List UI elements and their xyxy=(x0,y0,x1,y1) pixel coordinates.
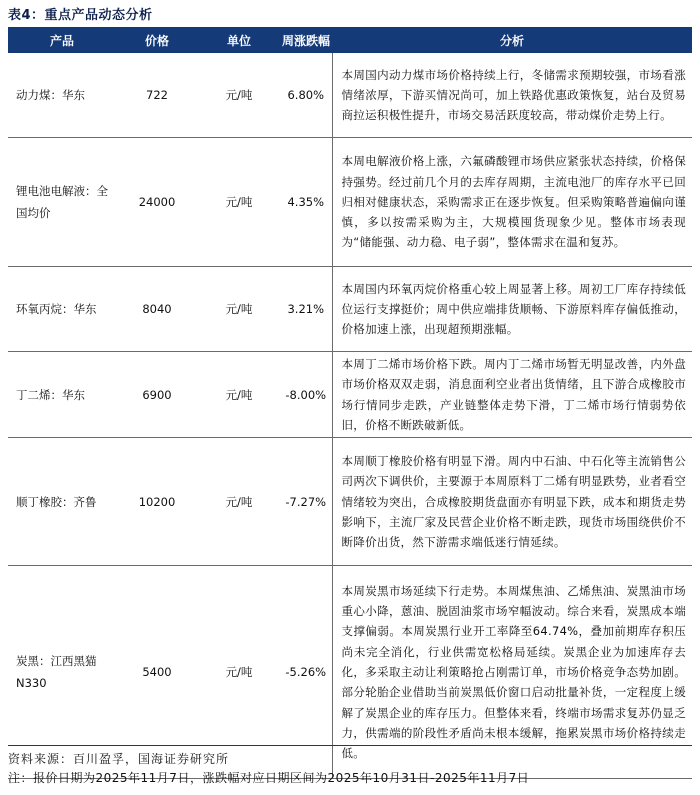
price-value: 10200 xyxy=(116,438,198,566)
product-name: 动力煤：华东 xyxy=(8,53,116,138)
table-row xyxy=(8,138,692,267)
weekly-change-value: 6.80% xyxy=(280,53,332,138)
unit-value: 元/吨 xyxy=(198,352,280,438)
unit-value: 元/吨 xyxy=(198,138,280,267)
table-header-row xyxy=(8,27,692,53)
header-price: 价格 xyxy=(116,27,198,53)
table-caption: 表4：重点产品动态分析 xyxy=(8,8,153,23)
table-row xyxy=(8,53,692,138)
price-value: 5400 xyxy=(116,566,198,779)
weekly-change-value: -7.27% xyxy=(280,438,332,566)
unit-value: 元/吨 xyxy=(198,566,280,779)
header-analysis: 分析 xyxy=(332,27,692,53)
analysis-text: 本周国内动力煤市场价格持续上行，冬储需求预期较强，市场看涨情绪浓厚，下游买情况尚可，加上铁路优惠政策恢复，站台及贸易商拉运积极性提升，市场交易活跃度较高，带动煤价走势上行。 xyxy=(332,53,692,138)
unit-value: 元/吨 xyxy=(198,53,280,138)
product-name: 顺丁橡胶：齐鲁 xyxy=(8,438,116,566)
product-name: 炭黑：江西黑猫N330 xyxy=(8,566,116,779)
product-analysis-table xyxy=(8,27,692,779)
analysis-text: 本周国内环氧丙烷价格重心较上周显著上移。周初工厂库存持续低位运行支撑挺价；周中供应端排货顺畅、下游原料库存偏低推动，价格加速上涨，出现超预期涨幅。 xyxy=(332,267,692,352)
price-value: 8040 xyxy=(116,267,198,352)
footnote: 注：报价日期为2025年11月7日，涨跌幅对应日期区间为2025年10月31日-2025年11月7日 xyxy=(8,771,530,785)
analysis-text: 本周电解液价格上涨，六氟磷酸锂市场供应紧张状态持续，价格保持强势。经过前几个月的去库存周期，主流电池厂的库存水平已回归相对健康状态，采购需求正在逐步恢复。但采购策略普遍偏向谨慎，多以按需采购为主，大规模囤货现象少见。整体市场表现为“储能强、动力稳、电子弱”，整体需求在温和复苏。 xyxy=(332,138,692,267)
product-name: 丁二烯：华东 xyxy=(8,352,116,438)
weekly-change-value: 3.21% xyxy=(280,267,332,352)
price-value: 6900 xyxy=(116,352,198,438)
price-value: 24000 xyxy=(116,138,198,267)
unit-value: 元/吨 xyxy=(198,267,280,352)
weekly-change-value: -8.00% xyxy=(280,352,332,438)
product-name: 锂电池电解液：全国均价 xyxy=(8,138,116,267)
price-value: 722 xyxy=(116,53,198,138)
analysis-text: 本周顺丁橡胶价格有明显下滑。周内中石油、中石化等主流销售公司两次下调供价，主要源于本周原料丁二烯有明显跌势，业者看空情绪较为突出，合成橡胶期货盘面亦有明显下跌，成本和期货走势影响下，主流厂家及民营企业价格不断走跌，现货市场围绕供价不断降价出货，然下游需求端低迷行情延续。 xyxy=(332,438,692,566)
weekly-change-value: 4.35% xyxy=(280,138,332,267)
analysis-text: 本周炭黑市场延续下行走势。本周煤焦油、乙烯焦油、炭黑油市场重心小降，蒽油、脱固油浆市场窄幅波动。综合来看，炭黑成本端支撑偏弱。本周炭黑行业开工率降至64.74%，叠加前期库存积压尚未完全消化，行业供需宽松格局延续。炭黑企业为加速库存去化，多采取主动让利策略抢占刚需订单，市场价格竞争态势加剧。部分轮胎企业借助当前炭黑低价窗口启动批量补货，一定程度上缓解了炭黑企业的库存压力。但整体来看，终端市场需求复苏仍显乏力，供需端的阶段性矛盾尚未根本缓解，拖累炭黑市场价格持续走低。 xyxy=(332,566,692,779)
header-weekly-change: 周涨跌幅 xyxy=(280,27,332,53)
unit-value: 元/吨 xyxy=(198,438,280,566)
header-unit: 单位 xyxy=(198,27,280,53)
product-name: 环氧丙烷：华东 xyxy=(8,267,116,352)
table-row xyxy=(8,438,692,566)
table-row xyxy=(8,352,692,438)
weekly-change-value: -5.26% xyxy=(280,566,332,779)
header-product: 产品 xyxy=(8,27,116,53)
analysis-text: 本周丁二烯市场价格下跌。周内丁二烯市场暂无明显改善，内外盘市场价格双双走弱，消息面利空业者出货情绪，且下游合成橡胶市场行情同步走跌，产业链整体走势下滑，丁二烯市场行情弱势依旧，价格不断跌破新低。 xyxy=(332,352,692,438)
source-note: 资料来源：百川盈孚，国海证券研究所 xyxy=(8,745,692,767)
table-row xyxy=(8,267,692,352)
